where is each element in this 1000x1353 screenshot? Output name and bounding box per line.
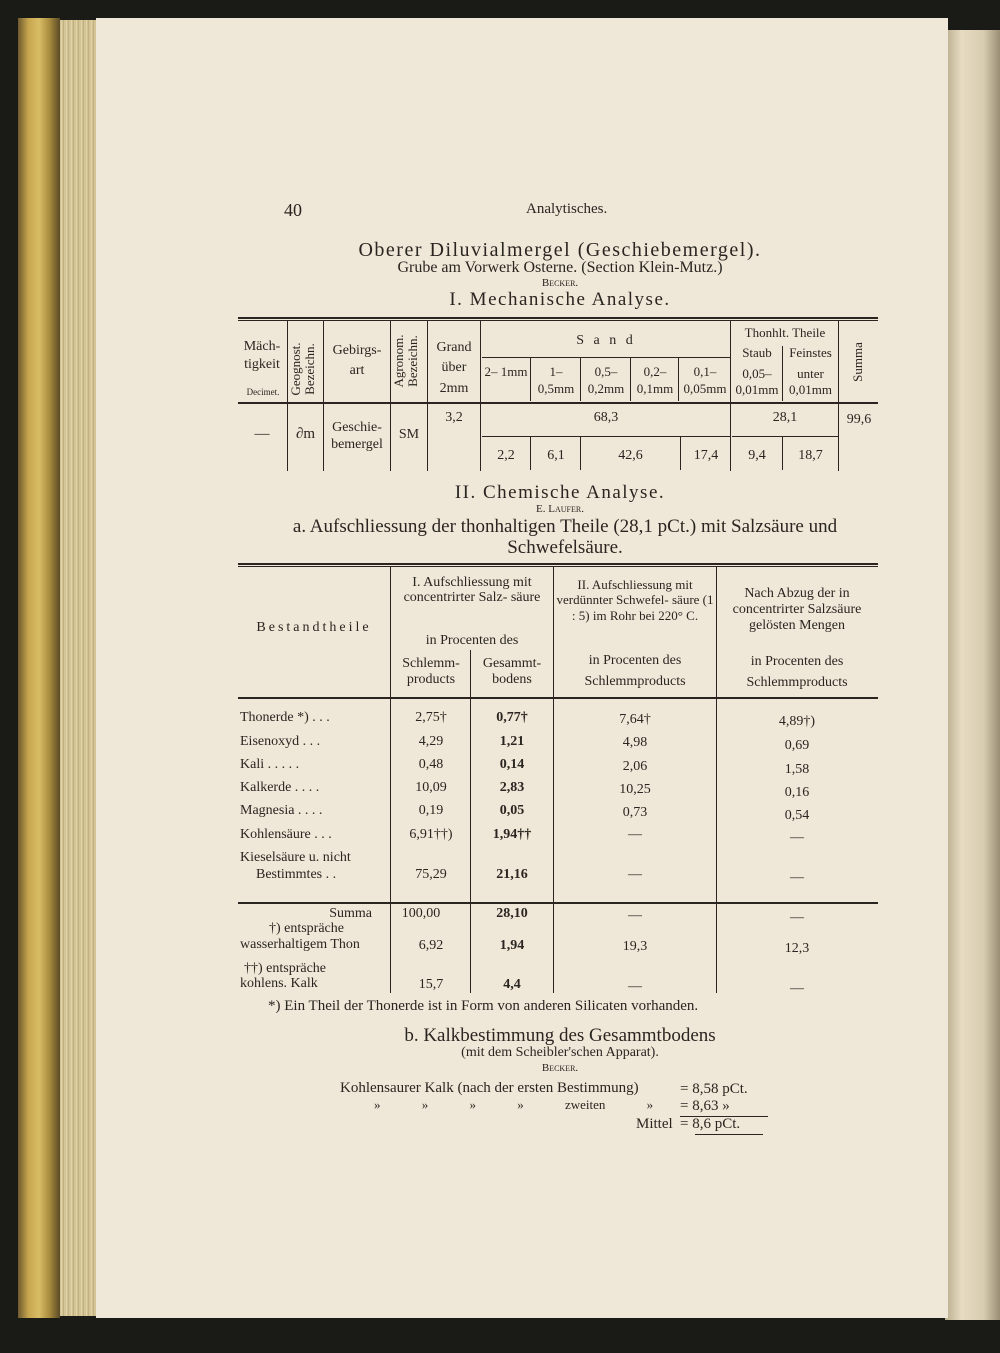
sand-sub-2: 1– 0,5mm — [537, 364, 575, 396]
footnote: *) Ein Theil der Thonerde ist in Form von anderen Silicaten vorhanden. — [268, 998, 699, 1014]
sand-values-rule — [482, 436, 730, 437]
section-b-subtitle: (mit dem Scheibler'schen Apparat). — [461, 1045, 659, 1060]
mittel-underline — [695, 1134, 763, 1135]
mittel-label: Mittel — [636, 1116, 673, 1132]
col1-sub: in Procenten des — [425, 633, 519, 648]
col-maechtigkeit: Mäch- tigkeit — [243, 339, 281, 372]
row-sand-total: 68,3 — [593, 410, 619, 425]
subtitle-location: Grube am Vorwerk Osterne. (Section Klein-Mutz.) — [397, 259, 723, 276]
author-becker-b: Becker. — [541, 1062, 579, 1074]
feinstes-range: unter 0,01mm — [789, 366, 832, 398]
col3-sub: in Procenten des Schlemmproducts — [746, 654, 848, 690]
section-title-chemische: II. Chemische Analyse. — [454, 482, 666, 503]
row-sand-1: 2,2 — [497, 448, 515, 463]
col-sand: S a n d — [576, 333, 636, 348]
col-agronom: Agronom. Bezeichn. — [391, 334, 421, 388]
sand-sub-5: 0,1– 0,05mm — [683, 364, 727, 396]
sand-sub-4: 0,2– 0,1mm — [636, 364, 674, 396]
col-thonhlt: Thonhlt. Theile — [744, 325, 826, 340]
main-title: Oberer Diluvialmergel (Geschiebemergel). — [358, 239, 762, 261]
mech-table-top-rule-2 — [238, 320, 878, 321]
thon-values-rule — [732, 436, 838, 437]
staub-range: 0,05– 0,01mm — [735, 366, 779, 398]
row-agronom: SM — [398, 427, 420, 442]
sand-sub-3: 0,5– 0,2mm — [587, 364, 625, 396]
section-title-mechanische: I. Mechanische Analyse. — [449, 289, 671, 310]
row-thon-total: 28,1 — [772, 410, 798, 425]
row-sand-2: 6,1 — [547, 448, 565, 463]
author-laufer: E. Laufer. — [536, 503, 584, 515]
row-feinstes: 18,7 — [798, 448, 823, 463]
row-sand-3: 42,6 — [618, 448, 643, 463]
row-staub: 9,4 — [748, 448, 766, 463]
running-title: Analytisches. — [526, 201, 608, 217]
sand-sub-1: 2– 1mm — [484, 364, 528, 379]
book-edge-right — [945, 30, 1000, 1320]
author-becker: Becker. — [541, 277, 579, 289]
page-edges-left — [60, 20, 98, 1316]
col-grand: Grand über 2mm — [436, 340, 472, 396]
row-summa: 99,6 — [846, 412, 872, 427]
row-gebirgsart: Geschie- bemergel — [331, 420, 383, 452]
mech-table-head-rule — [238, 402, 878, 404]
col2-title: II. Aufschliessung mit verdünnter Schwefel- säure (1 : 5) im Rohr bei 220° C. — [556, 577, 714, 623]
col-gebirgsart: Gebirgs- art — [332, 343, 382, 378]
kalk-line1-label: Kohlensaurer Kalk (nach der ersten Bestimmung) — [340, 1080, 639, 1096]
subtitle-a: a. Aufschliessung der thonhaltigen Theile (28,1 pCt.) mit Salzsäure und Schwefelsäure. — [292, 516, 838, 558]
row-sand-4: 17,4 — [693, 448, 719, 463]
col-feinstes: Feinstes — [789, 345, 832, 360]
col2-sub: in Procenten des Schlemmproducts — [584, 653, 686, 689]
col-bestandtheile: Bestandtheile — [256, 620, 372, 635]
kalk-line2-value: = 8,63 » — [680, 1098, 730, 1114]
col-decimet: Decimet. — [246, 387, 280, 397]
row-grand: 3,2 — [445, 410, 463, 425]
page-number: 40 — [284, 200, 302, 220]
col1b: Gesammt- bodens — [482, 656, 542, 688]
mittel-value: = 8,6 pCt. — [680, 1116, 741, 1132]
mech-table-top-rule — [238, 317, 878, 319]
row-geognost: ∂m — [295, 426, 316, 442]
kalk-line1-value: = 8,58 pCt. — [680, 1081, 748, 1097]
row-maechtigkeit: — — [254, 426, 270, 442]
book-edge-left — [18, 18, 60, 1318]
col1-title: I. Aufschliessung mit concentrirter Salz- säure — [403, 575, 541, 606]
col1a: Schlemm- products — [402, 656, 460, 688]
section-b-title: b. Kalkbestimmung des Gesammtbodens — [404, 1025, 716, 1046]
col-summa: Summa — [850, 342, 865, 382]
col3-title: Nach Abzug der in concentrirter Salzsäure gelösten Mengen — [732, 586, 862, 634]
kalk-line2-label: » » » » zweiten » — [374, 1097, 654, 1112]
col-geognost: Geognost. Bezeichn. — [288, 342, 318, 396]
col-staub: Staub — [742, 345, 772, 360]
sand-sub-rule — [482, 357, 730, 358]
